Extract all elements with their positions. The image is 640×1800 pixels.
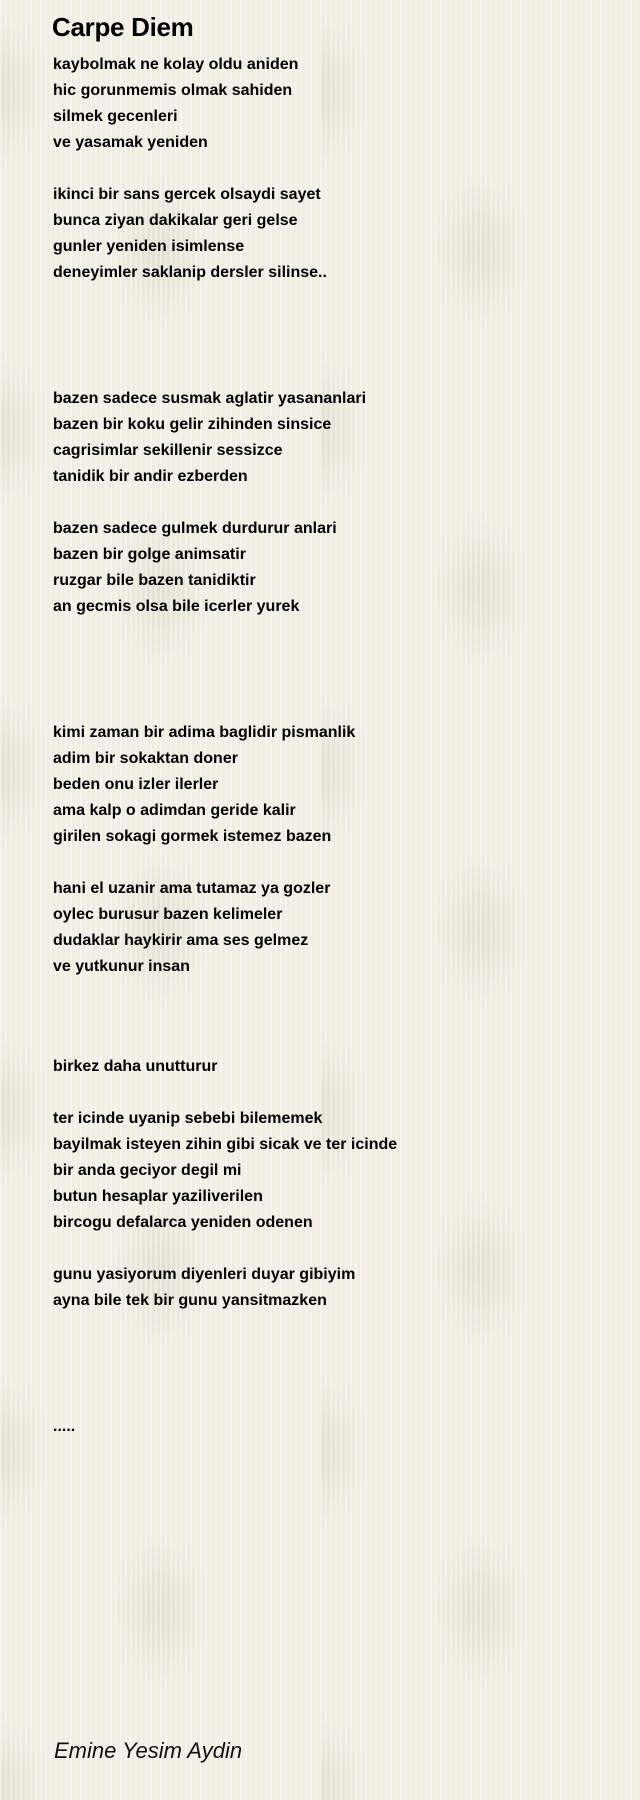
- poem-line: ve yutkunur insan: [53, 958, 190, 975]
- stanza: [53, 516, 613, 620]
- poem-line: bazen sadece susmak aglatir yasananlari: [53, 390, 367, 407]
- poem-line: bazen bir koku gelir zihinden sinsice: [53, 416, 332, 433]
- poem-line: ama kalp o adimdan geride kalir: [53, 802, 296, 819]
- poem-line: ayna bile tek bir gunu yansitmazken: [53, 1292, 327, 1309]
- stanza-break: [53, 490, 613, 516]
- poem-body: [53, 52, 613, 1440]
- poem-line: kimi zaman bir adima baglidir pismanlik: [53, 724, 356, 741]
- poem-line: hic gorunmemis olmak sahiden: [53, 82, 293, 99]
- stanza-break: [53, 1080, 613, 1106]
- stanza: [53, 1054, 613, 1080]
- poem-line: oylec burusur bazen kelimeler: [53, 906, 283, 923]
- section-break: [53, 620, 613, 720]
- poem-line: ruzgar bile bazen tanidiktir: [53, 572, 256, 589]
- poem-line: birkez daha unutturur: [53, 1058, 218, 1075]
- poem-line: cagrisimlar sekillenir sessizce: [53, 442, 283, 459]
- poem-line: deneyimler saklanip dersler silinse..: [53, 264, 327, 281]
- poem-line: hani el uzanir ama tutamaz ya gozler: [53, 880, 331, 897]
- poem-line: .....: [53, 1418, 76, 1435]
- poem-line: bunca ziyan dakikalar geri gelse: [53, 212, 298, 229]
- stanza: [53, 1262, 613, 1314]
- stanza: [53, 1106, 613, 1236]
- section-break: [53, 1314, 613, 1414]
- poem-line: adim bir sokaktan doner: [53, 750, 238, 767]
- poem-author: Emine Yesim Aydin: [54, 1738, 243, 1763]
- poem-line: kaybolmak ne kolay oldu aniden: [53, 56, 299, 73]
- section-break: [53, 286, 613, 386]
- section-break: [53, 980, 613, 1054]
- stanza: [53, 182, 613, 286]
- poem-line: bircogu defalarca yeniden odenen: [53, 1214, 313, 1231]
- stanza: [53, 720, 613, 850]
- stanza-break: [53, 850, 613, 876]
- poem-line: silmek gecenleri: [53, 108, 178, 125]
- poem-line: dudaklar haykirir ama ses gelmez: [53, 932, 309, 949]
- poem-line: bazen bir golge animsatir: [53, 546, 246, 563]
- stanza: [53, 52, 613, 156]
- stanza: [53, 386, 613, 490]
- stanza: [53, 876, 613, 980]
- poem-line: gunu yasiyorum diyenleri duyar gibiyim: [53, 1266, 356, 1283]
- poem-line: tanidik bir andir ezberden: [53, 468, 248, 485]
- poem-line: bayilmak isteyen zihin gibi sicak ve ter icinde: [53, 1136, 398, 1153]
- poem-title: Carpe Diem: [52, 12, 194, 42]
- poem-line: an gecmis olsa bile icerler yurek: [53, 598, 300, 615]
- poem-line: butun hesaplar yaziliverilen: [53, 1188, 263, 1205]
- poem-line: ikinci bir sans gercek olsaydi sayet: [53, 186, 321, 203]
- poem-line: bazen sadece gulmek durdurur anlari: [53, 520, 337, 537]
- stanza-break: [53, 156, 613, 182]
- poem-line: ter icinde uyanip sebebi bilememek: [53, 1110, 323, 1127]
- poem-line: girilen sokagi gormek istemez bazen: [53, 828, 332, 845]
- stanza: [53, 1414, 613, 1440]
- poem-line: ve yasamak yeniden: [53, 134, 208, 151]
- poem-line: gunler yeniden isimlense: [53, 238, 245, 255]
- poem-line: beden onu izler ilerler: [53, 776, 219, 793]
- stanza-break: [53, 1236, 613, 1262]
- poem-line: bir anda geciyor degil mi: [53, 1162, 242, 1179]
